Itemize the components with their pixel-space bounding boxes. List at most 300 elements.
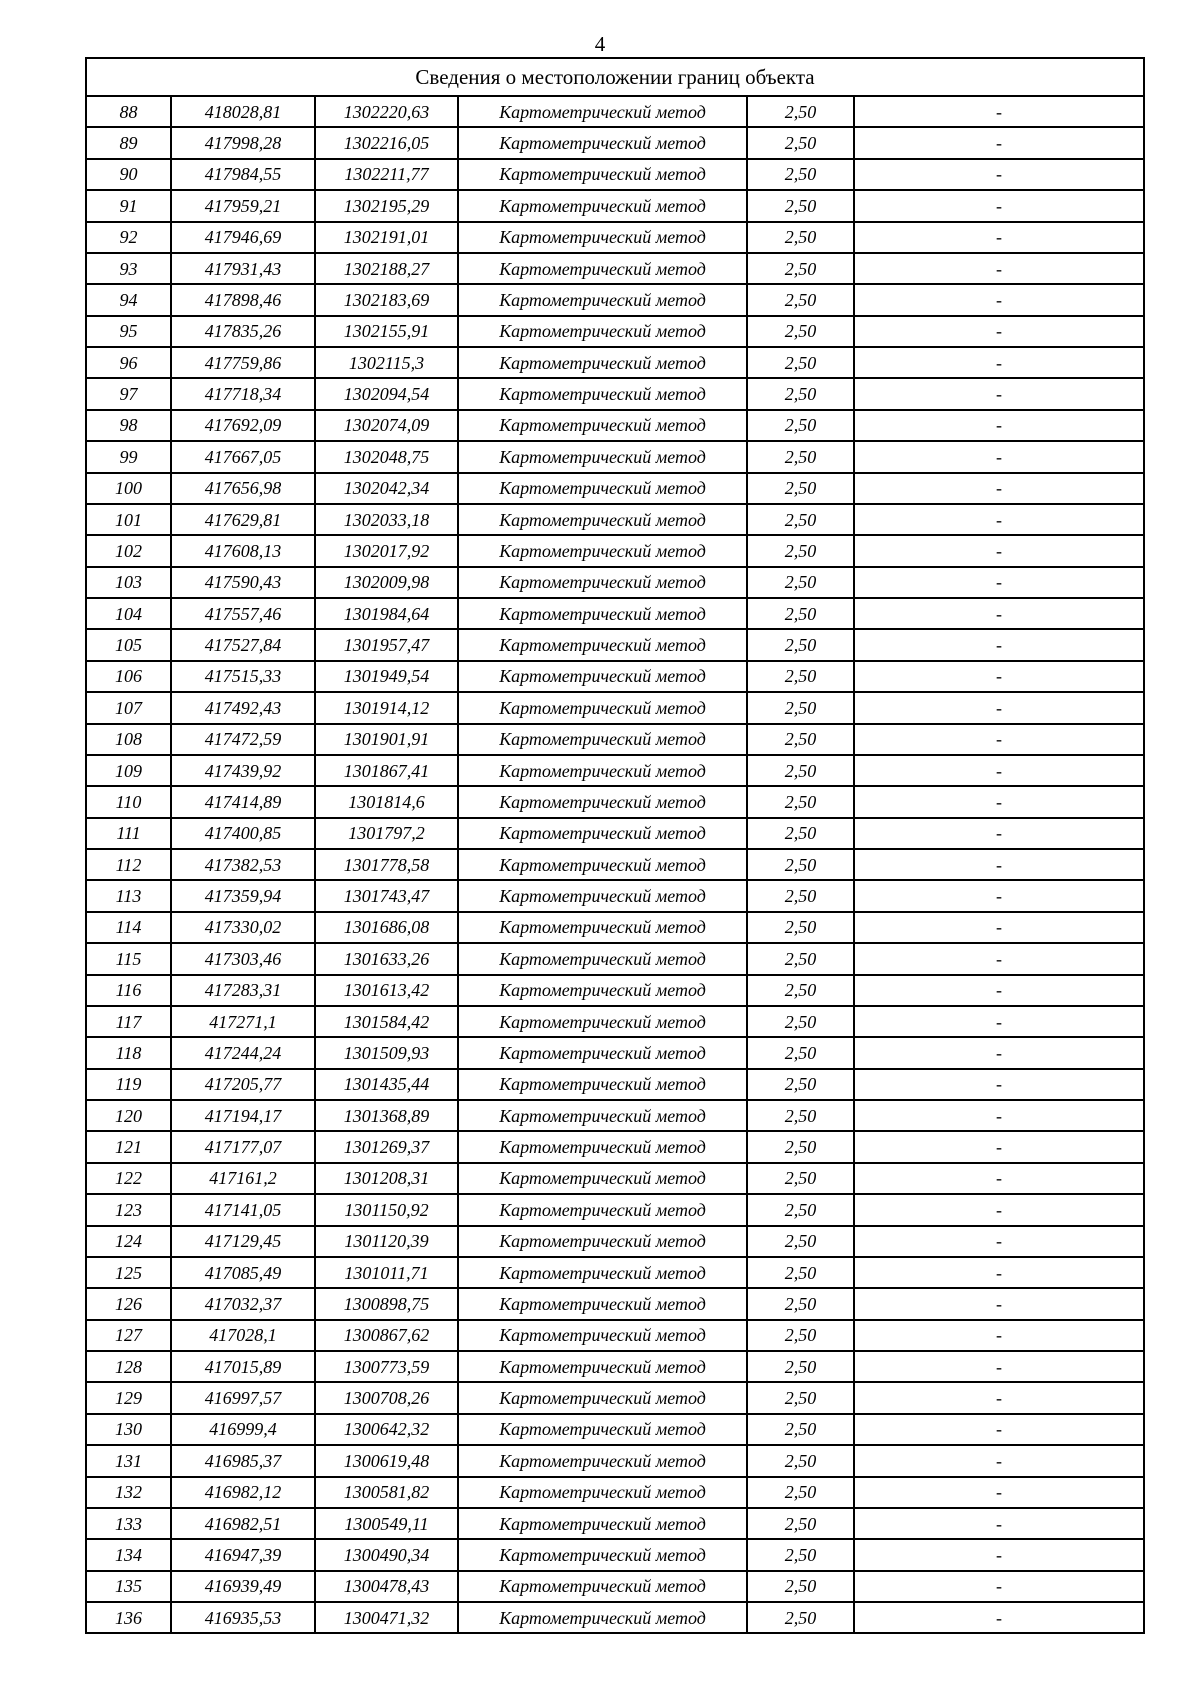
table-body	[86, 96, 1144, 1633]
description-cell: -	[854, 629, 1144, 660]
accuracy-cell: 2,50	[747, 567, 854, 598]
description-cell: -	[854, 975, 1144, 1006]
y-coordinate-cell: 1301584,42	[315, 1006, 458, 1037]
point-number-cell: 112	[86, 849, 171, 880]
description-cell: -	[854, 1539, 1144, 1570]
x-coordinate-cell: 417439,92	[171, 755, 315, 786]
point-number-cell: 92	[86, 222, 171, 253]
point-number-cell: 89	[86, 127, 171, 158]
table-row	[86, 1477, 1144, 1508]
method-cell: Картометрический метод	[458, 1069, 747, 1100]
method-cell: Картометрический метод	[458, 1477, 747, 1508]
x-coordinate-cell: 417359,94	[171, 880, 315, 911]
accuracy-cell: 2,50	[747, 127, 854, 158]
method-cell: Картометрический метод	[458, 880, 747, 911]
table-row	[86, 724, 1144, 755]
description-cell: -	[854, 1257, 1144, 1288]
x-coordinate-cell: 417141,05	[171, 1194, 315, 1225]
point-number-cell: 135	[86, 1571, 171, 1602]
y-coordinate-cell: 1301011,71	[315, 1257, 458, 1288]
description-cell: -	[854, 284, 1144, 315]
y-coordinate-cell: 1300549,11	[315, 1508, 458, 1539]
method-cell: Картометрический метод	[458, 1100, 747, 1131]
accuracy-cell: 2,50	[747, 1131, 854, 1162]
description-cell: -	[854, 1226, 1144, 1257]
accuracy-cell: 2,50	[747, 504, 854, 535]
x-coordinate-cell: 417400,85	[171, 818, 315, 849]
y-coordinate-cell: 1302048,75	[315, 441, 458, 472]
method-cell: Картометрический метод	[458, 253, 747, 284]
table-row	[86, 473, 1144, 504]
point-number-cell: 96	[86, 347, 171, 378]
table-row	[86, 127, 1144, 158]
accuracy-cell: 2,50	[747, 1226, 854, 1257]
accuracy-cell: 2,50	[747, 1602, 854, 1633]
table-row	[86, 629, 1144, 660]
table-row	[86, 755, 1144, 786]
x-coordinate-cell: 417330,02	[171, 912, 315, 943]
y-coordinate-cell: 1301435,44	[315, 1069, 458, 1100]
method-cell: Картометрический метод	[458, 1257, 747, 1288]
method-cell: Картометрический метод	[458, 1226, 747, 1257]
description-cell: -	[854, 1602, 1144, 1633]
description-cell: -	[854, 1163, 1144, 1194]
accuracy-cell: 2,50	[747, 159, 854, 190]
description-cell: -	[854, 1477, 1144, 1508]
table-row	[86, 1602, 1144, 1633]
method-cell: Картометрический метод	[458, 692, 747, 723]
y-coordinate-cell: 1301867,41	[315, 755, 458, 786]
accuracy-cell: 2,50	[747, 316, 854, 347]
method-cell: Картометрический метод	[458, 1006, 747, 1037]
y-coordinate-cell: 1302188,27	[315, 253, 458, 284]
table-row	[86, 1131, 1144, 1162]
description-cell: -	[854, 755, 1144, 786]
point-number-cell: 130	[86, 1414, 171, 1445]
table-row	[86, 880, 1144, 911]
method-cell: Картометрический метод	[458, 629, 747, 660]
description-cell: -	[854, 1288, 1144, 1319]
x-coordinate-cell: 417557,46	[171, 598, 315, 629]
method-cell: Картометрический метод	[458, 724, 747, 755]
accuracy-cell: 2,50	[747, 535, 854, 566]
x-coordinate-cell: 416997,57	[171, 1382, 315, 1413]
point-number-cell: 131	[86, 1445, 171, 1476]
y-coordinate-cell: 1301949,54	[315, 661, 458, 692]
y-coordinate-cell: 1302074,09	[315, 410, 458, 441]
accuracy-cell: 2,50	[747, 1414, 854, 1445]
table-row	[86, 1571, 1144, 1602]
x-coordinate-cell: 417161,2	[171, 1163, 315, 1194]
description-cell: -	[854, 1445, 1144, 1476]
table-row	[86, 786, 1144, 817]
table-row	[86, 1508, 1144, 1539]
x-coordinate-cell: 417998,28	[171, 127, 315, 158]
method-cell: Картометрический метод	[458, 1194, 747, 1225]
point-number-cell: 101	[86, 504, 171, 535]
description-cell: -	[854, 724, 1144, 755]
point-number-cell: 107	[86, 692, 171, 723]
point-number-cell: 99	[86, 441, 171, 472]
y-coordinate-cell: 1302195,29	[315, 190, 458, 221]
y-coordinate-cell: 1302009,98	[315, 567, 458, 598]
method-cell: Картометрический метод	[458, 912, 747, 943]
table-row	[86, 943, 1144, 974]
point-number-cell: 132	[86, 1477, 171, 1508]
accuracy-cell: 2,50	[747, 410, 854, 441]
description-cell: -	[854, 849, 1144, 880]
method-cell: Картометрический метод	[458, 96, 747, 127]
point-number-cell: 97	[86, 378, 171, 409]
page-number: 4	[594, 32, 606, 56]
x-coordinate-cell: 417015,89	[171, 1351, 315, 1382]
y-coordinate-cell: 1300478,43	[315, 1571, 458, 1602]
description-cell: -	[854, 818, 1144, 849]
method-cell: Картометрический метод	[458, 567, 747, 598]
description-cell: -	[854, 1414, 1144, 1445]
y-coordinate-cell: 1302017,92	[315, 535, 458, 566]
table-row	[86, 159, 1144, 190]
method-cell: Картометрический метод	[458, 943, 747, 974]
x-coordinate-cell: 416935,53	[171, 1602, 315, 1633]
point-number-cell: 118	[86, 1037, 171, 1068]
table-row	[86, 190, 1144, 221]
x-coordinate-cell: 417085,49	[171, 1257, 315, 1288]
point-number-cell: 134	[86, 1539, 171, 1570]
table-row	[86, 410, 1144, 441]
method-cell: Картометрический метод	[458, 1571, 747, 1602]
x-coordinate-cell: 417667,05	[171, 441, 315, 472]
accuracy-cell: 2,50	[747, 661, 854, 692]
description-cell: -	[854, 880, 1144, 911]
description-cell: -	[854, 535, 1144, 566]
point-number-cell: 108	[86, 724, 171, 755]
method-cell: Картометрический метод	[458, 661, 747, 692]
x-coordinate-cell: 417129,45	[171, 1226, 315, 1257]
description-cell: -	[854, 598, 1144, 629]
point-number-cell: 103	[86, 567, 171, 598]
y-coordinate-cell: 1301797,2	[315, 818, 458, 849]
point-number-cell: 106	[86, 661, 171, 692]
description-cell: -	[854, 1069, 1144, 1100]
accuracy-cell: 2,50	[747, 1445, 854, 1476]
x-coordinate-cell: 417205,77	[171, 1069, 315, 1100]
accuracy-cell: 2,50	[747, 912, 854, 943]
table-row	[86, 504, 1144, 535]
table-row	[86, 1351, 1144, 1382]
x-coordinate-cell: 417472,59	[171, 724, 315, 755]
point-number-cell: 114	[86, 912, 171, 943]
x-coordinate-cell: 417492,43	[171, 692, 315, 723]
method-cell: Картометрический метод	[458, 190, 747, 221]
method-cell: Картометрический метод	[458, 441, 747, 472]
point-number-cell: 124	[86, 1226, 171, 1257]
y-coordinate-cell: 1300619,48	[315, 1445, 458, 1476]
table-row	[86, 378, 1144, 409]
description-cell: -	[854, 378, 1144, 409]
accuracy-cell: 2,50	[747, 441, 854, 472]
point-number-cell: 136	[86, 1602, 171, 1633]
accuracy-cell: 2,50	[747, 943, 854, 974]
table-row	[86, 1069, 1144, 1100]
accuracy-cell: 2,50	[747, 1320, 854, 1351]
x-coordinate-cell: 417931,43	[171, 253, 315, 284]
description-cell: -	[854, 1194, 1144, 1225]
accuracy-cell: 2,50	[747, 1069, 854, 1100]
x-coordinate-cell: 417629,81	[171, 504, 315, 535]
accuracy-cell: 2,50	[747, 1288, 854, 1319]
point-number-cell: 123	[86, 1194, 171, 1225]
x-coordinate-cell: 417692,09	[171, 410, 315, 441]
method-cell: Картометрический метод	[458, 818, 747, 849]
x-coordinate-cell: 416999,4	[171, 1414, 315, 1445]
y-coordinate-cell: 1301914,12	[315, 692, 458, 723]
point-number-cell: 100	[86, 473, 171, 504]
accuracy-cell: 2,50	[747, 1037, 854, 1068]
table-row	[86, 1445, 1144, 1476]
table-row	[86, 316, 1144, 347]
x-coordinate-cell: 417959,21	[171, 190, 315, 221]
point-number-cell: 104	[86, 598, 171, 629]
description-cell: -	[854, 410, 1144, 441]
x-coordinate-cell: 417656,98	[171, 473, 315, 504]
description-cell: -	[854, 567, 1144, 598]
method-cell: Картометрический метод	[458, 1445, 747, 1476]
x-coordinate-cell: 416982,12	[171, 1477, 315, 1508]
point-number-cell: 110	[86, 786, 171, 817]
method-cell: Картометрический метод	[458, 473, 747, 504]
x-coordinate-cell: 417177,07	[171, 1131, 315, 1162]
x-coordinate-cell: 417898,46	[171, 284, 315, 315]
accuracy-cell: 2,50	[747, 975, 854, 1006]
table-row	[86, 347, 1144, 378]
x-coordinate-cell: 417984,55	[171, 159, 315, 190]
table-row	[86, 96, 1144, 127]
method-cell: Картометрический метод	[458, 975, 747, 1006]
y-coordinate-cell: 1301814,6	[315, 786, 458, 817]
point-number-cell: 127	[86, 1320, 171, 1351]
accuracy-cell: 2,50	[747, 598, 854, 629]
accuracy-cell: 2,50	[747, 692, 854, 723]
accuracy-cell: 2,50	[747, 880, 854, 911]
description-cell: -	[854, 1037, 1144, 1068]
accuracy-cell: 2,50	[747, 1006, 854, 1037]
accuracy-cell: 2,50	[747, 347, 854, 378]
point-number-cell: 125	[86, 1257, 171, 1288]
y-coordinate-cell: 1300773,59	[315, 1351, 458, 1382]
accuracy-cell: 2,50	[747, 818, 854, 849]
method-cell: Картометрический метод	[458, 159, 747, 190]
table-row	[86, 1288, 1144, 1319]
table-row	[86, 818, 1144, 849]
y-coordinate-cell: 1302042,34	[315, 473, 458, 504]
y-coordinate-cell: 1300867,62	[315, 1320, 458, 1351]
description-cell: -	[854, 222, 1144, 253]
y-coordinate-cell: 1301120,39	[315, 1226, 458, 1257]
y-coordinate-cell: 1301743,47	[315, 880, 458, 911]
description-cell: -	[854, 253, 1144, 284]
point-number-cell: 128	[86, 1351, 171, 1382]
table-row	[86, 1163, 1144, 1194]
description-cell: -	[854, 190, 1144, 221]
accuracy-cell: 2,50	[747, 1100, 854, 1131]
table-row	[86, 253, 1144, 284]
y-coordinate-cell: 1300898,75	[315, 1288, 458, 1319]
point-number-cell: 111	[86, 818, 171, 849]
point-number-cell: 115	[86, 943, 171, 974]
point-number-cell: 90	[86, 159, 171, 190]
table-row	[86, 692, 1144, 723]
accuracy-cell: 2,50	[747, 253, 854, 284]
accuracy-cell: 2,50	[747, 473, 854, 504]
method-cell: Картометрический метод	[458, 849, 747, 880]
boundary-coordinates-table	[85, 57, 1145, 1634]
table-row	[86, 1100, 1144, 1131]
table-row	[86, 222, 1144, 253]
y-coordinate-cell: 1301150,92	[315, 1194, 458, 1225]
point-number-cell: 105	[86, 629, 171, 660]
method-cell: Картометрический метод	[458, 1288, 747, 1319]
description-cell: -	[854, 1571, 1144, 1602]
method-cell: Картометрический метод	[458, 316, 747, 347]
description-cell: -	[854, 912, 1144, 943]
description-cell: -	[854, 1131, 1144, 1162]
method-cell: Картометрический метод	[458, 598, 747, 629]
method-cell: Картометрический метод	[458, 535, 747, 566]
y-coordinate-cell: 1300471,32	[315, 1602, 458, 1633]
y-coordinate-cell: 1302183,69	[315, 284, 458, 315]
accuracy-cell: 2,50	[747, 1382, 854, 1413]
x-coordinate-cell: 417718,34	[171, 378, 315, 409]
point-number-cell: 133	[86, 1508, 171, 1539]
point-number-cell: 91	[86, 190, 171, 221]
point-number-cell: 109	[86, 755, 171, 786]
description-cell: -	[854, 1320, 1144, 1351]
accuracy-cell: 2,50	[747, 786, 854, 817]
point-number-cell: 88	[86, 96, 171, 127]
method-cell: Картометрический метод	[458, 1037, 747, 1068]
y-coordinate-cell: 1302033,18	[315, 504, 458, 535]
point-number-cell: 113	[86, 880, 171, 911]
method-cell: Картометрический метод	[458, 1163, 747, 1194]
method-cell: Картометрический метод	[458, 1508, 747, 1539]
y-coordinate-cell: 1301509,93	[315, 1037, 458, 1068]
accuracy-cell: 2,50	[747, 755, 854, 786]
accuracy-cell: 2,50	[747, 724, 854, 755]
x-coordinate-cell: 417032,37	[171, 1288, 315, 1319]
method-cell: Картометрический метод	[458, 755, 747, 786]
accuracy-cell: 2,50	[747, 96, 854, 127]
table-row	[86, 1382, 1144, 1413]
point-number-cell: 119	[86, 1069, 171, 1100]
accuracy-cell: 2,50	[747, 222, 854, 253]
description-cell: -	[854, 1006, 1144, 1037]
point-number-cell: 102	[86, 535, 171, 566]
method-cell: Картометрический метод	[458, 1539, 747, 1570]
y-coordinate-cell: 1302191,01	[315, 222, 458, 253]
point-number-cell: 122	[86, 1163, 171, 1194]
method-cell: Картометрический метод	[458, 127, 747, 158]
x-coordinate-cell: 417946,69	[171, 222, 315, 253]
x-coordinate-cell: 417515,33	[171, 661, 315, 692]
method-cell: Картометрический метод	[458, 378, 747, 409]
description-cell: -	[854, 1382, 1144, 1413]
accuracy-cell: 2,50	[747, 1477, 854, 1508]
method-cell: Картометрический метод	[458, 786, 747, 817]
method-cell: Картометрический метод	[458, 222, 747, 253]
point-number-cell: 93	[86, 253, 171, 284]
x-coordinate-cell: 417414,89	[171, 786, 315, 817]
method-cell: Картометрический метод	[458, 1131, 747, 1162]
y-coordinate-cell: 1302211,77	[315, 159, 458, 190]
method-cell: Картометрический метод	[458, 1602, 747, 1633]
method-cell: Картометрический метод	[458, 284, 747, 315]
point-number-cell: 117	[86, 1006, 171, 1037]
table-row	[86, 598, 1144, 629]
table-row	[86, 1194, 1144, 1225]
description-cell: -	[854, 786, 1144, 817]
x-coordinate-cell: 417590,43	[171, 567, 315, 598]
y-coordinate-cell: 1301208,31	[315, 1163, 458, 1194]
accuracy-cell: 2,50	[747, 284, 854, 315]
accuracy-cell: 2,50	[747, 1539, 854, 1570]
description-cell: -	[854, 504, 1144, 535]
y-coordinate-cell: 1301778,58	[315, 849, 458, 880]
method-cell: Картометрический метод	[458, 1320, 747, 1351]
accuracy-cell: 2,50	[747, 1571, 854, 1602]
x-coordinate-cell: 417271,1	[171, 1006, 315, 1037]
method-cell: Картометрический метод	[458, 1414, 747, 1445]
description-cell: -	[854, 441, 1144, 472]
point-number-cell: 94	[86, 284, 171, 315]
y-coordinate-cell: 1302094,54	[315, 378, 458, 409]
description-cell: -	[854, 127, 1144, 158]
y-coordinate-cell: 1300581,82	[315, 1477, 458, 1508]
y-coordinate-cell: 1301957,47	[315, 629, 458, 660]
table-caption: Сведения о местоположении границ объекта	[86, 58, 1144, 96]
y-coordinate-cell: 1301613,42	[315, 975, 458, 1006]
table-row	[86, 1320, 1144, 1351]
y-coordinate-cell: 1302115,3	[315, 347, 458, 378]
table-row	[86, 1006, 1144, 1037]
x-coordinate-cell: 416947,39	[171, 1539, 315, 1570]
description-cell: -	[854, 943, 1144, 974]
table-row	[86, 1226, 1144, 1257]
x-coordinate-cell: 417244,24	[171, 1037, 315, 1068]
method-cell: Картометрический метод	[458, 504, 747, 535]
description-cell: -	[854, 159, 1144, 190]
table-row	[86, 975, 1144, 1006]
description-cell: -	[854, 1351, 1144, 1382]
x-coordinate-cell: 417608,13	[171, 535, 315, 566]
table-row	[86, 1257, 1144, 1288]
point-number-cell: 129	[86, 1382, 171, 1413]
point-number-cell: 116	[86, 975, 171, 1006]
accuracy-cell: 2,50	[747, 1508, 854, 1539]
table-row	[86, 661, 1144, 692]
accuracy-cell: 2,50	[747, 849, 854, 880]
x-coordinate-cell: 417303,46	[171, 943, 315, 974]
table-row	[86, 849, 1144, 880]
description-cell: -	[854, 316, 1144, 347]
description-cell: -	[854, 473, 1144, 504]
description-cell: -	[854, 692, 1144, 723]
accuracy-cell: 2,50	[747, 378, 854, 409]
point-number-cell: 98	[86, 410, 171, 441]
y-coordinate-cell: 1300708,26	[315, 1382, 458, 1413]
x-coordinate-cell: 416985,37	[171, 1445, 315, 1476]
point-number-cell: 126	[86, 1288, 171, 1319]
